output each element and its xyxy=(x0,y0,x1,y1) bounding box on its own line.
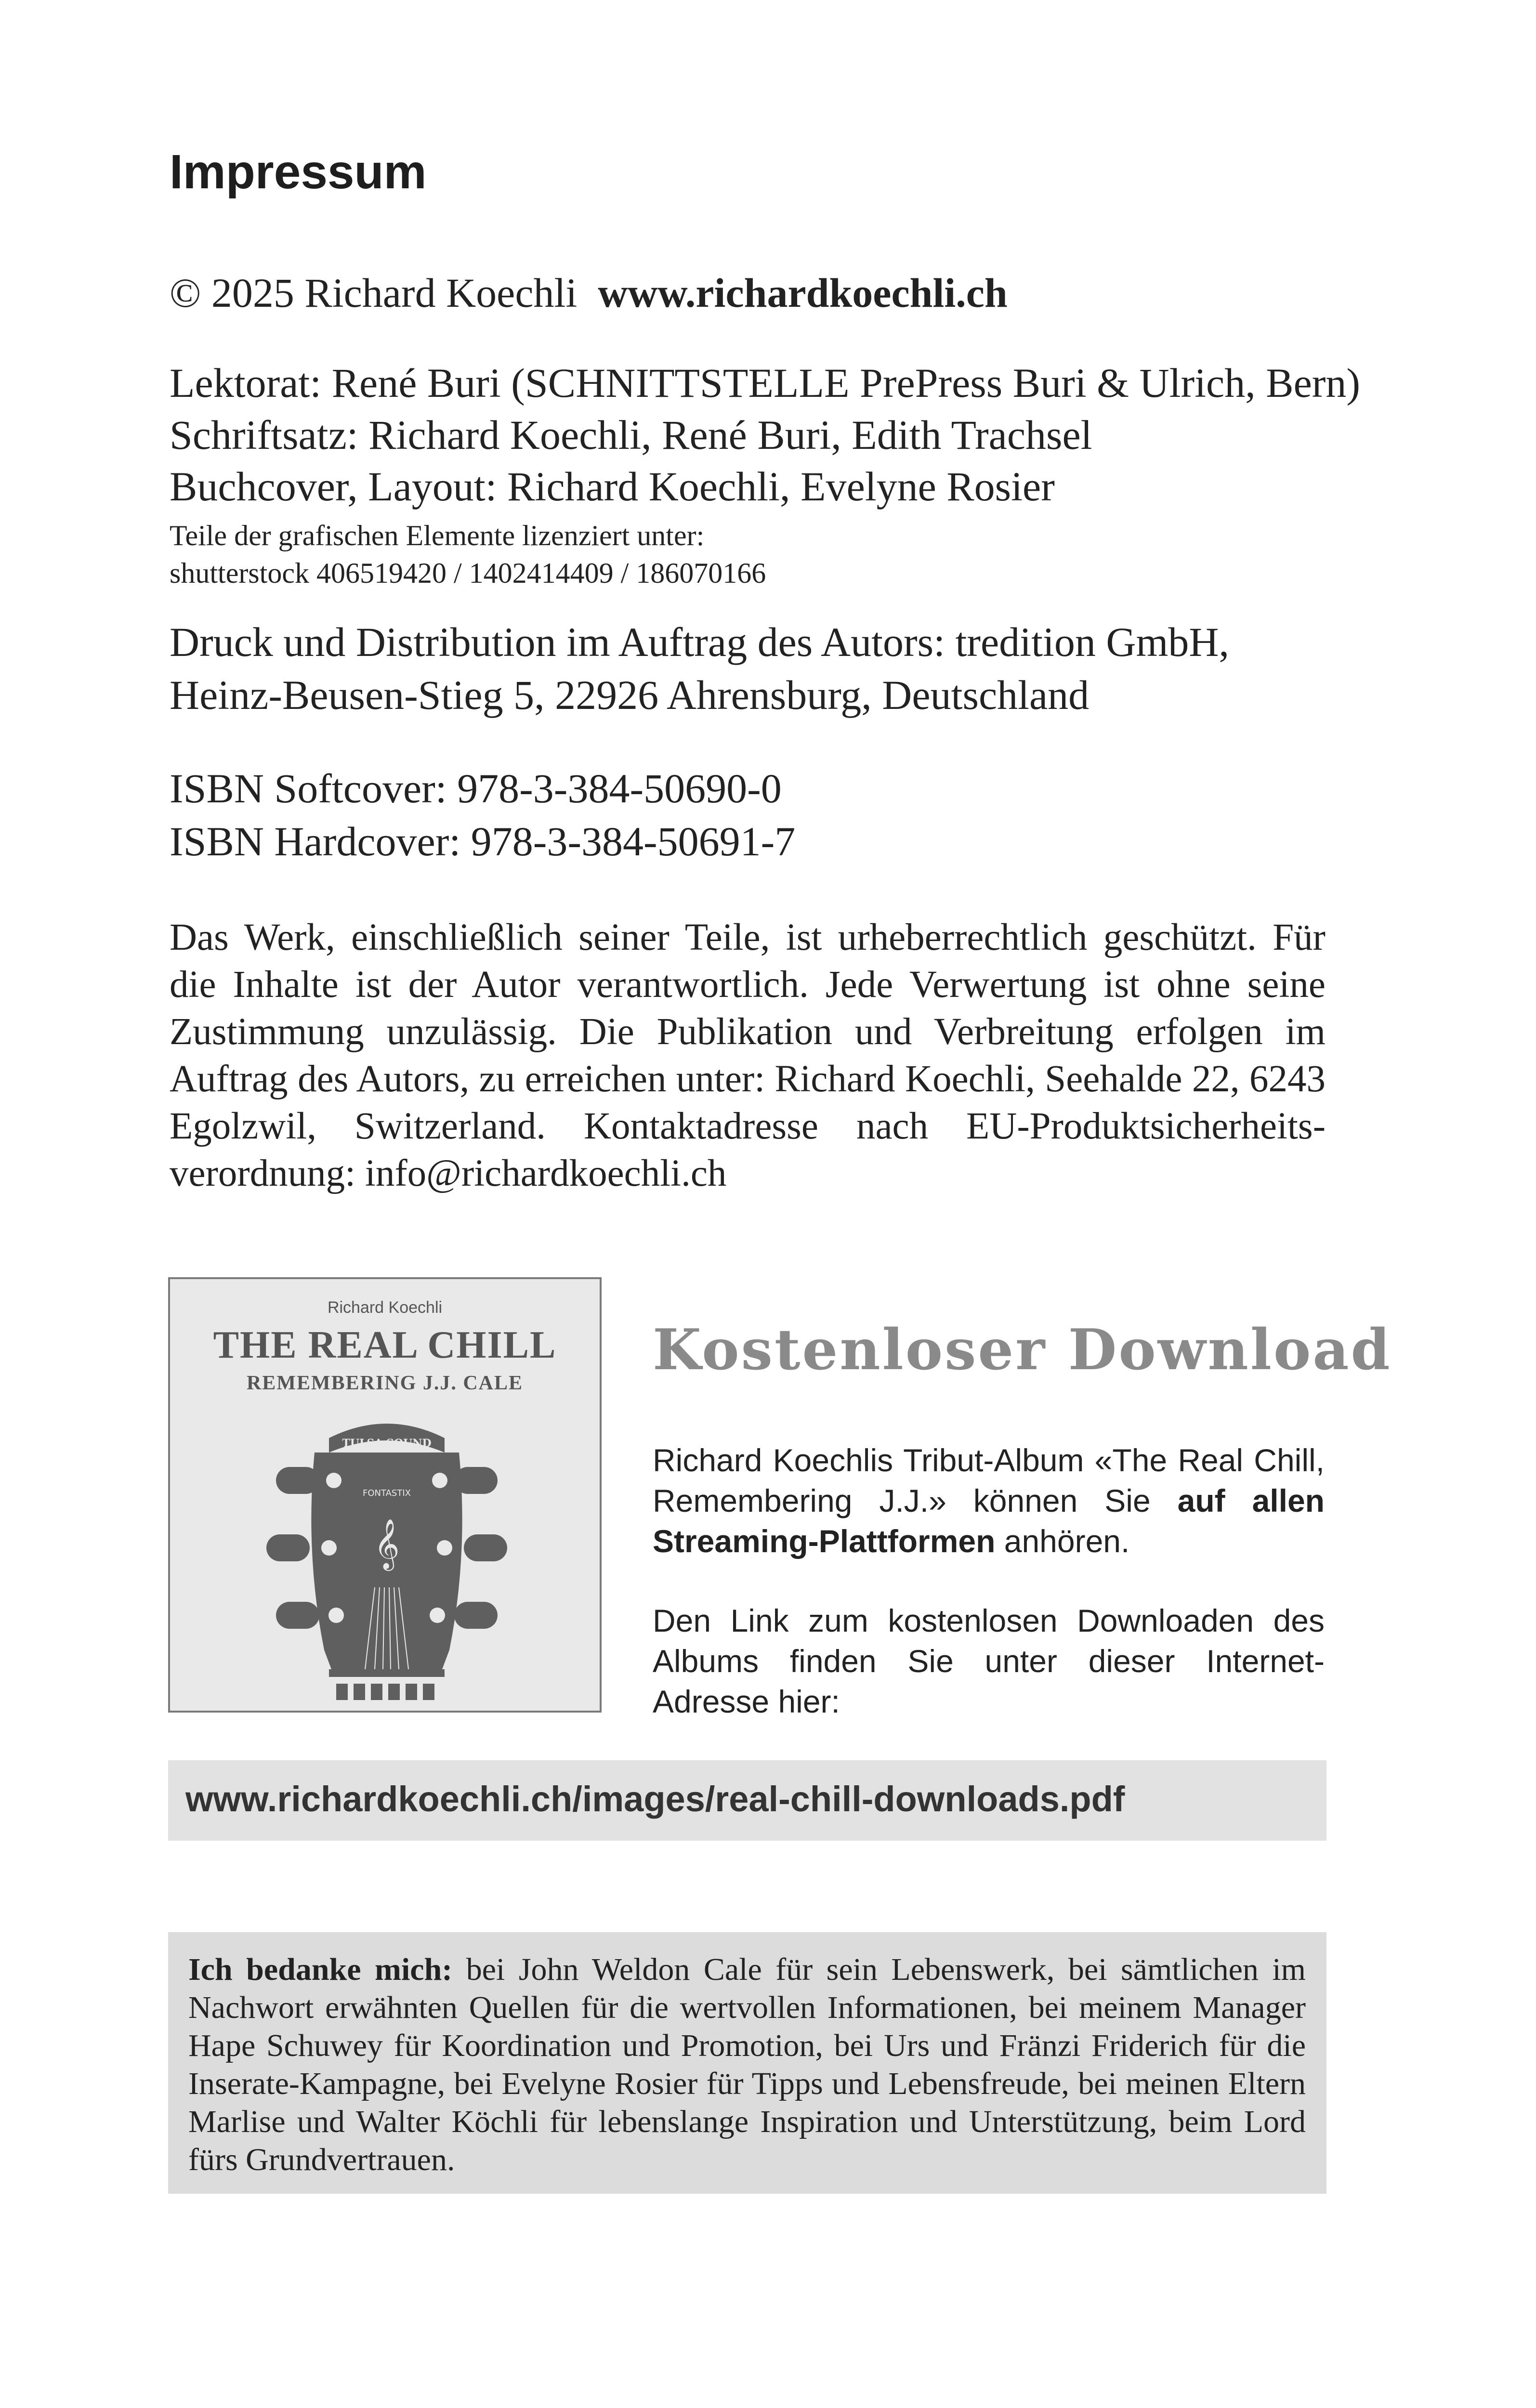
guitar-headstock-icon xyxy=(257,1400,517,1708)
printing-line-2: Heinz-Beusen-Stieg 5, 22926 Ahrensburg, Deutschland xyxy=(170,672,1090,718)
acknowledgements-label: Ich bedanke mich: xyxy=(188,1952,453,1987)
cover-label: FONTASTIX xyxy=(363,1488,411,1498)
acknowledgements-text xyxy=(188,1950,1306,2179)
isbn-softcover: ISBN Softcover: 978-3-384-50690-0 xyxy=(170,765,782,811)
printing-line-1: Druck und Distribution im Auftrag des Autors: tredition GmbH, xyxy=(170,619,1229,665)
cover-artist: Richard Koechli xyxy=(327,1298,443,1317)
album-cover xyxy=(168,1277,602,1713)
cover-subtitle: REMEMBERING J.J. CALE xyxy=(246,1372,524,1394)
cover-badge: TULSA SOUND xyxy=(342,1437,432,1450)
promo-text-start: Richard Koechlis Tribut-Album «The Real Chill, Remembering J.J.» können Sie xyxy=(653,1442,1325,1518)
copyright-text: © 2025 Richard Koechli xyxy=(170,270,578,316)
isbn-hardcover: ISBN Hardcover: 978-3-384-50691-7 xyxy=(170,818,796,864)
buchcover-line: Buchcover, Layout: Richard Koechli, Evelyne Rosier xyxy=(170,463,1055,510)
copyright-line xyxy=(170,269,1008,317)
download-instructions: Den Link zum kostenlosen Downloaden des Albums finden Sie unter dieser Internet-Adresse hier: xyxy=(653,1603,1325,1719)
lektorat-line: Lektorat: René Buri (SCHNITTSTELLE PrePress Buri & Ulrich, Bern) xyxy=(170,360,1361,406)
license-line-1: Teile der grafischen Elemente lizenziert unter: xyxy=(170,520,705,551)
promo-paragraph xyxy=(653,1440,1325,1561)
acknowledgements-body: bei John Weldon Cale für sein Lebenswerk, bei sämtlichen im Nachwort erwähnten Quellen für die wertvollen Informationen, bei meinem Manager Hape Schuwey für Koordination und Promotion, bei Urs und Fränzi Friderich für die Inserate-Kampagne, bei Evelyne Rosier für Tipps und Lebensfreude, bei meinen Eltern Marlise und Walter Köchli für lebenslange Inspiration und Unterstützung, beim Lord fürs Grundvertrauen. xyxy=(188,1952,1306,2177)
acknowledgements-box xyxy=(168,1932,1326,2194)
download-url-link[interactable]: www.richardkoechli.ch/images/real-chill-downloads.pdf xyxy=(185,1779,1125,1819)
svg-text:𝄞: 𝄞 xyxy=(374,1518,400,1569)
download-heading: Kostenloser Download xyxy=(653,1317,1392,1383)
page-title: Impressum xyxy=(170,145,427,199)
download-link-box xyxy=(168,1760,1326,1841)
promo-text-end: anhören. xyxy=(995,1523,1130,1559)
license-line-2: shutterstock 406519420 / 1402414409 / 186070166 xyxy=(170,557,766,589)
website-link[interactable]: www.richardkoechli.ch xyxy=(598,270,1008,316)
promo-text-bold: auf allen Streaming-Plattformen xyxy=(653,1483,1325,1559)
cover-title: THE REAL CHILL xyxy=(213,1324,557,1366)
schriftsatz-line: Schriftsatz: Richard Koechli, René Buri, Edith Trachsel xyxy=(170,412,1092,458)
copyright-notice: Das Werk, einschließlich seiner Teile, ist urheberrechtlich geschützt. Für die Inhalte ist der Autor verantwortlich. Jede Verwertung ist ohne seine Zustimmung unzulässig. Die Publikation und Verbreitung erfolgen im Auftrag des Autors, zu erreichen unter: Richard Koechli, Seehalde 22, 6243 Egolzwil, Switzerland. Kontaktadresse nach EU-Produktsicherheitsverordnung: info@richardkoechli.ch xyxy=(170,916,1326,1194)
